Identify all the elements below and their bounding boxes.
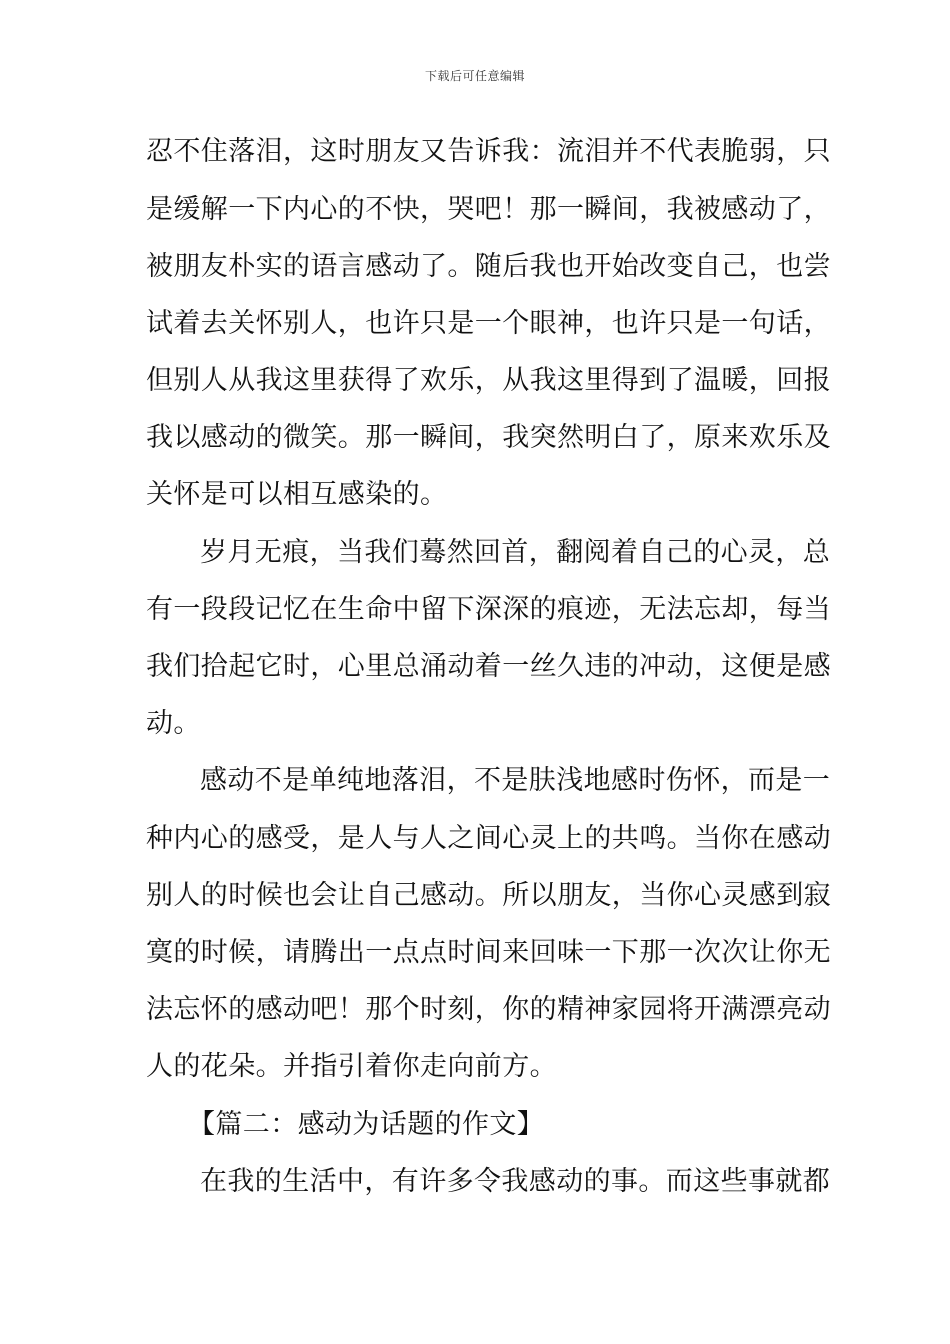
paragraph-first-line: 在我的生活中，有许多令我感动的事。而这些事就都 xyxy=(200,1166,831,1197)
section-heading: 【篇二：感动为话题的作文】 xyxy=(188,1109,545,1140)
text-line: 我们拾起它时，心里总涌动着一丝久违的冲动，这便是感 xyxy=(146,651,831,682)
text-line: 动。 xyxy=(146,708,201,739)
text-line: 但别人从我这里获得了欢乐，从我这里得到了温暖，回报 xyxy=(146,365,831,396)
text-line: 法忘怀的感动吧！那个时刻，你的精神家园将开满漂亮动 xyxy=(146,994,831,1025)
text-line: 我以感动的微笑。那一瞬间，我突然明白了，原来欢乐及 xyxy=(146,422,831,453)
text-line: 有一段段记忆在生命中留下深深的痕迹，无法忘却，每当 xyxy=(146,594,831,625)
paragraph-first-line: 岁月无痕，当我们蓦然回首，翻阅着自己的心灵，总 xyxy=(200,537,831,568)
paragraph-first-line: 感动不是单纯地落泪，不是肤浅地感时伤怀，而是一 xyxy=(200,765,831,796)
text-line: 关怀是可以相互感染的。 xyxy=(146,479,448,510)
text-line: 种内心的感受，是人与人之间心灵上的共鸣。当你在感动 xyxy=(146,823,831,854)
text-line: 是缓解一下内心的不快，哭吧！那一瞬间，我被感动了， xyxy=(146,194,831,225)
text-line: 被朋友朴实的语言感动了。随后我也开始改变自己，也尝 xyxy=(146,251,831,282)
text-line: 忍不住落泪，这时朋友又告诉我：流泪并不代表脆弱，只 xyxy=(146,136,831,167)
text-line: 别人的时候也会让自己感动。所以朋友，当你心灵感到寂 xyxy=(146,880,831,911)
text-line: 试着去关怀别人，也许只是一个眼神，也许只是一句话， xyxy=(146,308,831,339)
text-line: 寞的时候，请腾出一点点时间来回味一下那一次次让你无 xyxy=(146,937,831,968)
page-header: 下载后可任意编辑 xyxy=(424,69,525,83)
text-line: 人的花朵。并指引着你走向前方。 xyxy=(146,1051,557,1082)
